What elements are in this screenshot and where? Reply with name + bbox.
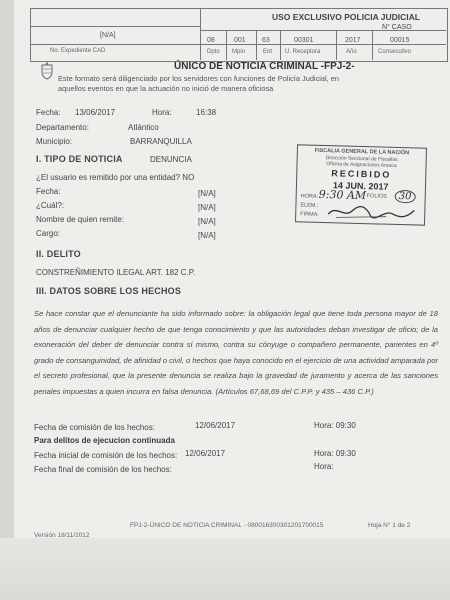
stamp-line-2: Dirección Seccional de Fiscalías [325,155,398,163]
remitido-cual-value: [N/A] [198,203,216,212]
hora-final: Hora: [314,462,334,471]
section-tipo-noticia: I. TIPO DE NOTICIA [36,154,123,164]
hora-label: Hora: [152,108,172,117]
hora-inicial: Hora: 09:30 [314,449,356,458]
stamp-firma-label: FIRMA: [300,211,319,218]
received-stamp [295,144,427,225]
coat-of-arms-icon [40,62,54,80]
hora-value: 16:38 [196,108,217,117]
caso-consecutivo: 00015 [390,37,410,44]
caso-ano: 2017 [345,37,361,44]
remitido-fecha-value: [N/A] [198,189,216,198]
stamp-date: 14 JUN. 2017 [332,180,389,192]
stamp-line-1: FISCALIA GENERAL DE LA NACIÓN [314,147,410,157]
remitido-nombre-value: [N/A] [198,217,216,226]
municipio-value: BARRANQUILLA [130,137,192,146]
stamp-recibido: RECIBIDO [331,168,392,180]
stamp-elem-label: ELEM.: [300,202,319,209]
caso-mpio: 001 [234,37,246,44]
stamp-signature [326,202,416,222]
footer-form-code: FPJ-2-ÚNICO DE NOTICIA CRIMINAL - 080016300301201700015 [130,522,324,529]
caso-label-consecutivo: Consecutivo [378,49,412,55]
caso-receptora: 00301 [294,37,314,44]
fecha-comision-label: Fecha de comisión de los hechos: [34,423,155,432]
hechos-paragraph: Se hace constar que el denunciante ha sido informado sobre: la obligación legal que tiene toda persona mayor de 18 años de denunciar cualquier hecho de que tenga conocimiento y que las autoridades deban investigar de oficio; de la exoneración del deber de denunciar contra sí mismo, contra su cónyuge o compañero permanente, parientes en 4º grado de consanguinidad, de afinidad o civil, o hechos que haya conocido en el ejercicio de una actividad amparada por el secreto profesional, que la presente denuncia se realiza bajo la gravedad de juramento y acerca de las sanciones penales impuestas a quien incurra en falsa denuncia. (Artículos 67,68,69 del C.P.P. y 435 – 436 C.P.) [34,309,439,396]
stamp-line-3: Oficina de Asignaciones Arauca [326,161,397,169]
header-expediente-label: No. Expediente CAD [50,48,106,54]
fecha-label: Fecha: [36,108,61,117]
section-delito: II. DELITO [36,249,81,259]
remitido-question: ¿El usuario es remitido por una entidad? NO [36,173,195,182]
stamp-folios-label: FOLIOS [366,193,387,200]
caso-label-dpto: Dpto [207,49,220,55]
header-na: [N/A] [100,32,116,39]
caso-label-receptora: U. Receptora [285,49,321,55]
footer-page: Hoja N° 1 de 2 [368,522,411,529]
departamento-value: Atlántico [128,123,159,132]
fecha-value: 13/06/2017 [75,108,116,117]
tipo-noticia-value: DENUNCIA [150,155,192,164]
header-n-caso: N° CASO [382,24,412,31]
stamp-hora-label: HORA: [300,193,319,200]
municipio-label: Municipio: [36,137,73,146]
form-description-1: Este formato será diligenciado por los servidores con funciones de Policía Judicial, en [58,74,339,83]
caso-label-ent: Ent [263,49,273,55]
stamp-folios-handwritten: 30 [395,190,416,204]
caso-ent: 63 [262,37,270,44]
caso-dpto: 08 [207,37,215,44]
fecha-comision-value: 12/06/2017 [195,421,236,430]
caso-label-mpio: Mpio [232,49,246,55]
footer-version: Versión 18/11/2012 [34,532,90,539]
caso-label-ano: Año [346,49,357,55]
delito-value: CONSTREÑIMIENTO ILEGAL ART. 182 C.P. [36,268,196,277]
remitido-nombre-label: Nombre de quien remite: [36,215,125,224]
page-fold-shadow [0,0,14,600]
departamento-label: Departamento: [36,123,89,132]
remitido-fecha-label: Fecha: [36,187,61,196]
fecha-final-label: Fecha final de comisión de los hechos: [34,465,172,474]
bottom-shadow [0,538,450,600]
remitido-cual-label: ¿Cuál?: [36,201,65,210]
header-uso-exclusivo: USO EXCLUSIVO POLICIA JUDICIAL [272,12,420,22]
remitido-cargo-value: [N/A] [198,231,216,240]
form-title: ÚNICO DE NOTICIA CRIMINAL -FPJ-2- [174,61,355,72]
form-description-2: aquellos eventos en que la actuación no inició de manera oficiosa [58,84,274,93]
stamp-hora-handwritten: 9:30 AM [318,187,367,203]
delitos-continuada-heading: Para delitos de ejecucion continuada [34,436,175,445]
hora-comision: Hora: 09:30 [314,421,356,430]
remitido-cargo-label: Cargo: [36,229,61,238]
section-hechos: III. DATOS SOBRE LOS HECHOS [36,286,182,296]
fecha-inicial-value: 12/06/2017 [185,449,226,458]
fecha-inicial-label: Fecha inicial de comisión de los hechos: [34,451,178,460]
